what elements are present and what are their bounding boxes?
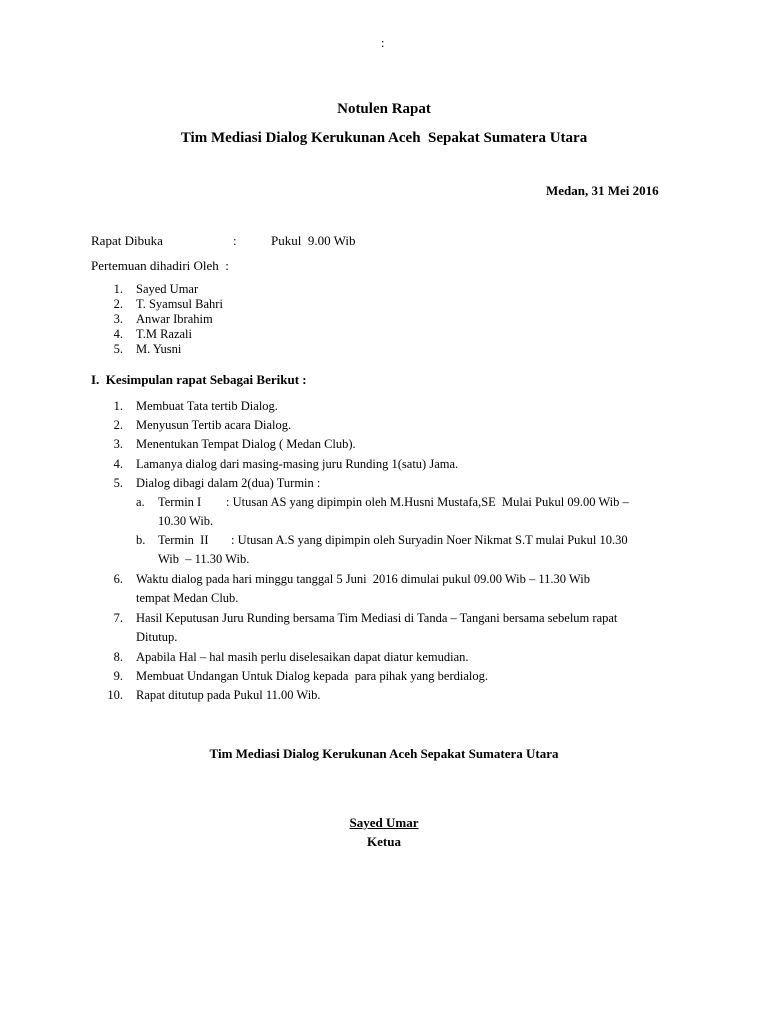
term-text-cont: 10.30 Wib.	[158, 514, 214, 528]
conclusion-text: Lamanya dialog dari masing-masing juru Runding 1(satu) Jama.	[136, 457, 459, 471]
attendee-name: M. Yusni	[136, 342, 182, 356]
attendance-label: Pertemuan dihadiri Oleh :	[91, 258, 229, 273]
conclusion-number: 6.	[113, 572, 123, 586]
signer-role: Ketua	[367, 834, 401, 849]
attendee-number: 1.	[113, 282, 123, 296]
conclusion-text: Rapat ditutup pada Pukul 11.00 Wib.	[136, 688, 321, 702]
conclusion-number: 5.	[113, 476, 123, 490]
conclusion-number: 8.	[113, 650, 123, 664]
conclusion-text: Dialog dibagi dalam 2(dua) Turmin :	[136, 476, 321, 490]
attendee-number: 2.	[113, 297, 123, 311]
term-label: Termin I	[158, 495, 202, 509]
conclusion-number: 7.	[113, 611, 123, 625]
attendee-name: T.M Razali	[136, 327, 192, 341]
term-text: : Utusan A.S yang dipimpin oleh Suryadin Noer Nikmat S.T mulai Pukul 10.30	[231, 533, 628, 547]
attendee-number: 5.	[113, 342, 123, 356]
conclusion-number: 10.	[107, 688, 123, 702]
conclusion-number: 9.	[113, 669, 123, 683]
conclusion-text: Menentukan Tempat Dialog ( Medan Club).	[136, 437, 356, 451]
signer-name	[0, 815, 768, 831]
document-subtitle: Tim Mediasi Dialog Kerukunan Aceh Sepakat Sumatera Utara	[180, 130, 588, 146]
conclusion-number: 1.	[113, 399, 123, 413]
conclusion-text: Membuat Tata tertib Dialog.	[136, 399, 278, 413]
attendee-number: 4.	[113, 327, 123, 341]
conclusion-number: 3.	[113, 437, 123, 451]
conclusion-text: Membuat Undangan Untuk Dialog kepada para pihak yang berdialog.	[136, 669, 488, 683]
term-text-cont: Wib – 11.30 Wib.	[158, 552, 250, 566]
opened-label: Rapat Dibuka	[91, 233, 163, 248]
footer-organization: Tim Mediasi Dialog Kerukunan Aceh Sepakat Sumatera Utara	[209, 746, 559, 761]
attendee-name: T. Syamsul Bahri	[136, 297, 223, 311]
signer-name-text: Sayed Umar	[349, 815, 419, 830]
document-title: Notulen Rapat	[337, 101, 431, 117]
conclusion-text: Waktu dialog pada hari minggu tanggal 5 Juni 2016 dimulai pukul 09.00 Wib – 11.30 Wib	[136, 572, 590, 586]
conclusion-text-cont: tempat Medan Club.	[136, 591, 239, 605]
attendee-number: 3.	[113, 312, 123, 326]
section-heading: I. Kesimpulan rapat Sebagai Berikut :	[91, 372, 307, 387]
attendee-name: Anwar Ibrahim	[136, 312, 213, 326]
conclusion-text: Apabila Hal – hal masih perlu diselesaikan dapat diatur kemudian.	[136, 650, 469, 664]
conclusion-text: Menyusun Tertib acara Dialog.	[136, 418, 292, 432]
term-label: Termin II	[158, 533, 209, 547]
place-date: Medan, 31 Mei 2016	[546, 183, 659, 198]
header-mark: :	[381, 36, 385, 50]
term-letter: b.	[136, 533, 146, 547]
attendee-name: Sayed Umar	[136, 282, 199, 296]
conclusion-number: 2.	[113, 418, 123, 432]
term-text: : Utusan AS yang dipimpin oleh M.Husni Mustafa,SE Mulai Pukul 09.00 Wib –	[226, 495, 629, 509]
opened-colon: :	[233, 233, 237, 248]
conclusion-text-cont: Ditutup.	[136, 630, 178, 644]
term-letter: a.	[136, 495, 145, 509]
conclusion-number: 4.	[113, 457, 123, 471]
opened-value: Pukul 9.00 Wib	[271, 233, 356, 248]
conclusion-text: Hasil Keputusan Juru Runding bersama Tim Mediasi di Tanda – Tangani bersama sebelum rapat	[136, 611, 618, 625]
